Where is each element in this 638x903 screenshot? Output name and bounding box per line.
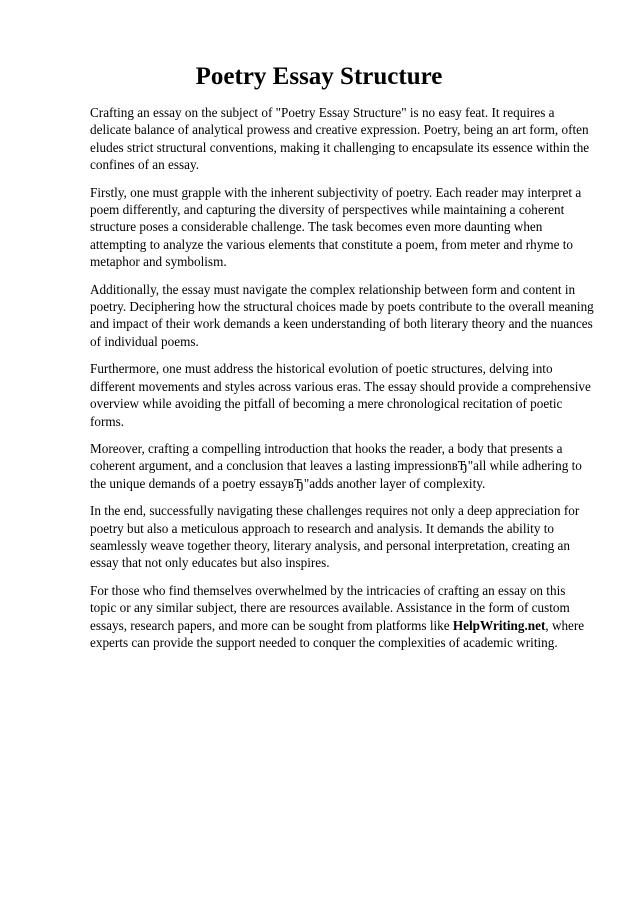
paragraph-subjectivity: Firstly, one must grapple with the inherent subjectivity of poetry. Each reader may interpret a poem differently, and capturing the diversity of perspectives while maintaining a coherent structure poses a considerable challenge. The task becomes even more daunting when attempting to analyze the various elements that constitute a poem, from meter and rhyme to metaphor and symbolism.	[90, 184, 582, 270]
helpwriting-link[interactable]: HelpWriting.net	[452, 617, 546, 633]
paragraph-intro: Crafting an essay on the subject of "Poetry Essay Structure" is no easy feat. It requires a delicate balance of analytical prowess and creative expression. Poetry, being an art form, often eludes strict structural conventions, making it challenging to encapsulate its essence within the confines of an essay.	[90, 105, 590, 173]
paragraph-essay-parts: Moreover, crafting a compelling introduction that hooks the reader, a body that presents a coherent argument, and a conclusion that leaves a lasting impressionвЂ"all while adhering to the unique demands of a poetry essayвЂ"adds another layer of complexity.	[90, 440, 582, 491]
closing-text-before-link: For those who find themselves overwhelmed by the intricacies of crafting an essay on this topic or any similar subject, there are resources available. Assistance in the form of custom essays, research papers, and more can be sought from platforms like	[90, 582, 570, 633]
paragraph-conclusion: In the end, successfully navigating these challenges requires not only a deep appreciation for poetry but also a meticulous approach to research and analysis. It demands the ability to seamlessly weave together theory, literary analysis, and personal interpretation, creating an essay that not only educates but also inspires.	[90, 503, 580, 571]
document-title: Poetry Essay Structure	[195, 63, 443, 90]
paragraph-historical-evolution: Furthermore, one must address the historical evolution of poetic structures, delving into different movements and styles across various eras. The essay should provide a comprehensive overview while avoiding the pitfall of becoming a mere chronological recitation of poetic forms.	[90, 361, 591, 429]
document-body	[90, 104, 595, 661]
paragraph-form-content: Additionally, the essay must navigate the complex relationship between form and content in poetry. Deciphering how the structural choices made by poets contribute to the overall meaning and impact of their work demands a keen understanding of both literary theory and the nuances of individual poems.	[90, 281, 594, 349]
paragraph-closing	[90, 582, 595, 652]
closing-text-after-link: , where experts can provide the support needed to conquer the complexities of academic writing.	[90, 617, 585, 650]
